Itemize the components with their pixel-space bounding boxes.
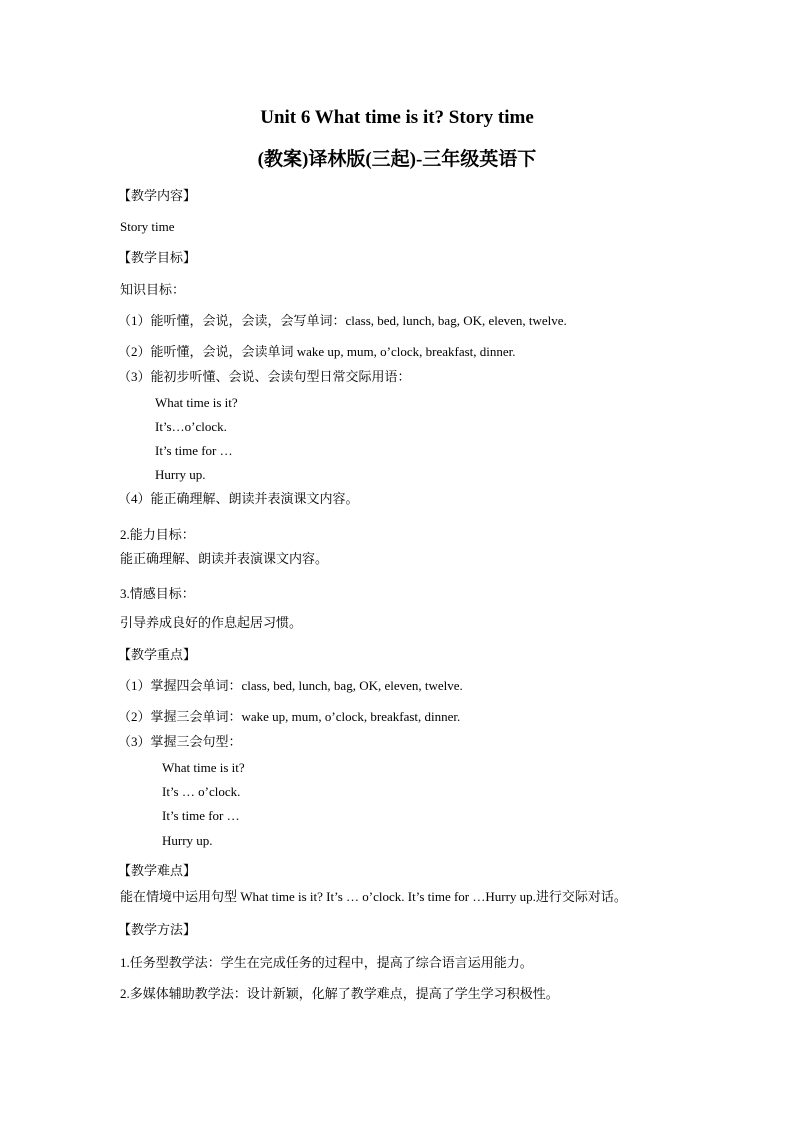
ability-goal-text: 能正确理解、朗读并表演课文内容。 <box>120 551 329 566</box>
goal-item-1: （1）能听懂，会说，会读，会写单词：class, bed, lunch, bag, OK, eleven, twelve. <box>118 313 567 328</box>
difficulty-text: 能在情境中运用句型 What time is it? It’s … o’clock. It’s time for …Hurry up.进行交际对话。 <box>120 889 627 904</box>
goal-item-2: （2）能听懂，会说，会读单词 wake up, mum, o’clock, breakfast, dinner. <box>118 344 516 359</box>
goal-sentence: Hurry up. <box>155 467 206 482</box>
goal-item-4: （4）能正确理解、朗读并表演课文内容。 <box>118 491 359 506</box>
ability-goal-label: 2.能力目标： <box>120 527 195 542</box>
section-heading-content: 【教学内容】 <box>118 188 197 203</box>
section-heading-goals: 【教学目标】 <box>118 250 197 265</box>
document-title: Unit 6 What time is it? Story time <box>260 107 534 128</box>
key-sentence: It’s time for … <box>162 808 240 823</box>
section-heading-difficulty: 【教学难点】 <box>118 863 197 878</box>
key-sentence: What time is it? <box>162 760 245 775</box>
key-sentence: Hurry up. <box>162 833 213 848</box>
goal-sentence: It’s…o’clock. <box>155 419 227 434</box>
key-item-2: （2）掌握三会单词：wake up, mum, o’clock, breakfast, dinner. <box>118 709 461 724</box>
goal-sentence: What time is it? <box>155 395 238 410</box>
section-heading-method: 【教学方法】 <box>118 922 197 937</box>
key-item-1: （1）掌握四会单词：class, bed, lunch, bag, OK, eleven, twelve. <box>118 678 463 693</box>
emotion-goal-text: 引导养成良好的作息起居习惯。 <box>120 615 303 630</box>
goal-item-3: （3）能初步听懂、会说、会读句型日常交际用语： <box>118 369 411 384</box>
goal-sentence: It’s time for … <box>155 443 233 458</box>
key-sentence: It’s … o’clock. <box>162 784 241 799</box>
emotion-goal-label: 3.情感目标： <box>120 586 195 601</box>
key-item-3: （3）掌握三会句型： <box>118 734 242 749</box>
section-heading-key: 【教学重点】 <box>118 647 197 662</box>
knowledge-goal-label: 知识目标： <box>120 282 186 297</box>
document-subtitle: (教案)译林版(三起)-三年级英语下 <box>257 149 537 170</box>
method-item-1: 1.任务型教学法：学生在完成任务的过程中，提高了综合语言运用能力。 <box>120 955 533 970</box>
content-text: Story time <box>120 219 175 234</box>
method-item-2: 2.多媒体辅助教学法：设计新颖，化解了教学难点，提高了学生学习积极性。 <box>120 986 559 1001</box>
